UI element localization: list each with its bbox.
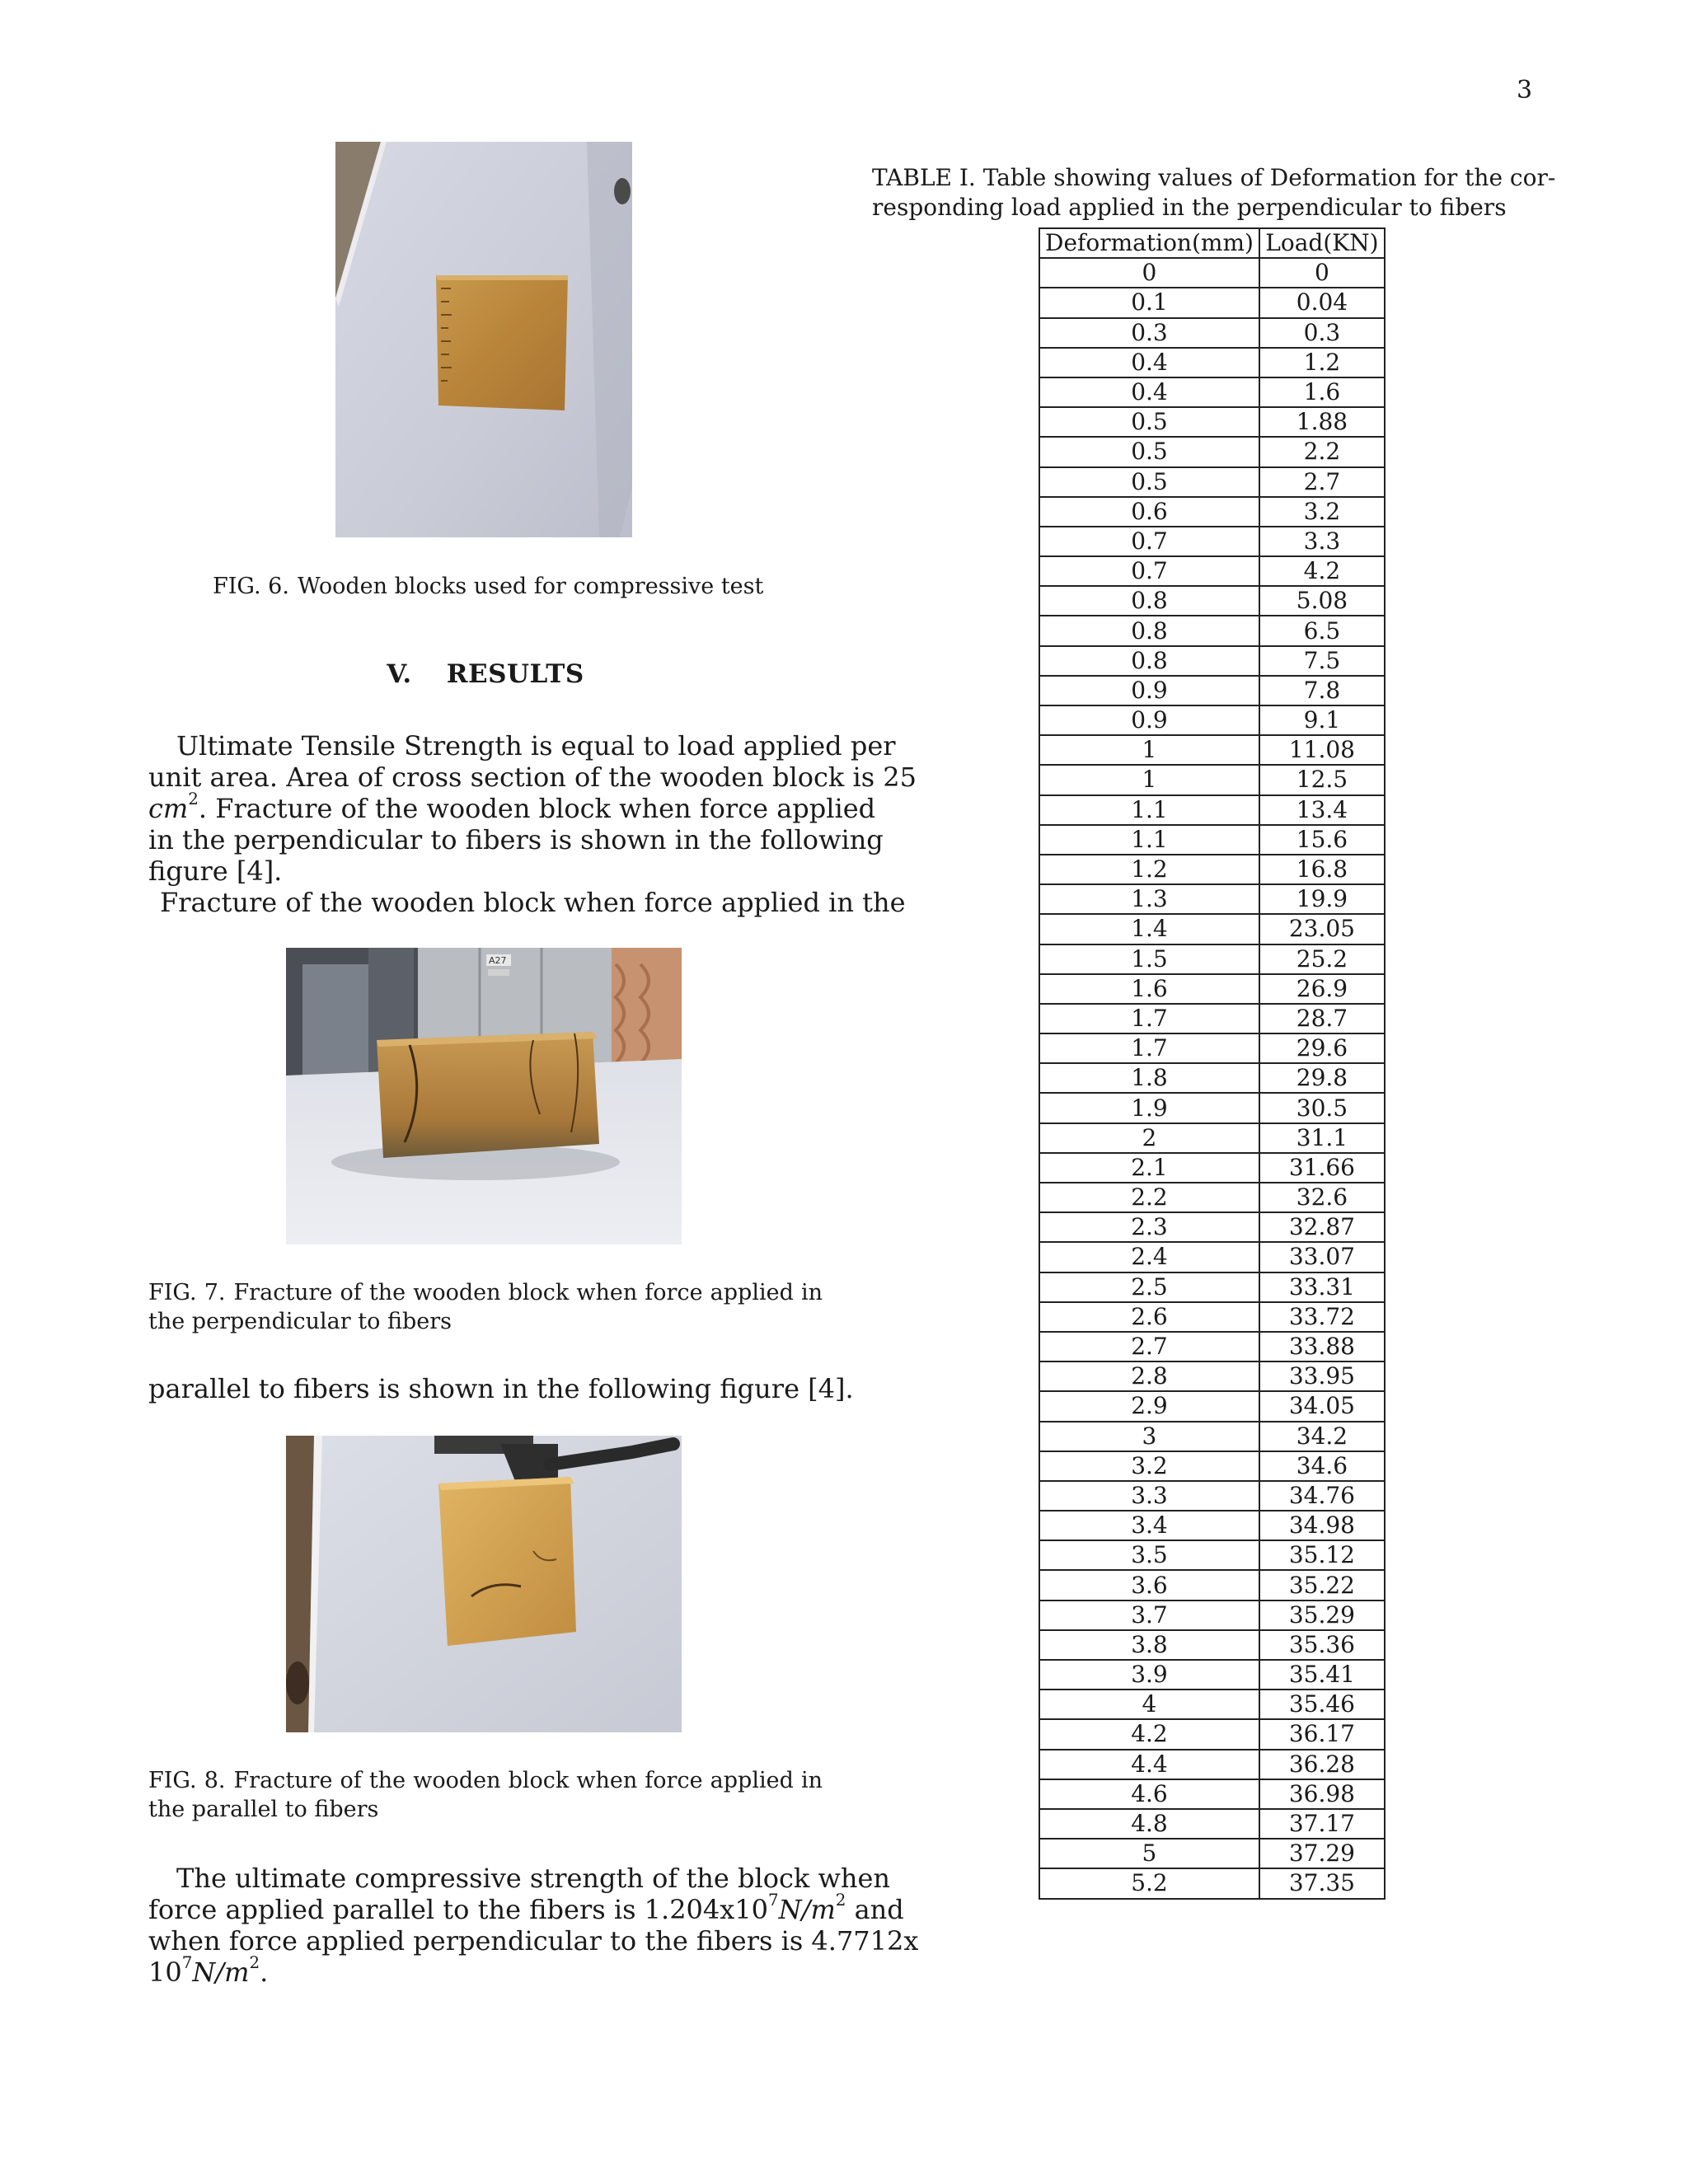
deformation-cell: 4.8 (1039, 1809, 1259, 1839)
column-header-deformation: Deformation(mm) (1039, 228, 1259, 258)
results-paragraph-1 (148, 730, 917, 918)
table-row (1039, 1779, 1385, 1809)
column-header-load: Load(KN) (1259, 228, 1385, 258)
load-cell: 3.2 (1259, 497, 1385, 527)
deformation-cell: 1.7 (1039, 1033, 1259, 1063)
table-header-row (1039, 228, 1385, 258)
deformation-cell: 1.3 (1039, 884, 1259, 914)
figure-8-label: FIG. 8. (148, 1768, 226, 1793)
unit-n-per-m: N/m (778, 1894, 836, 1925)
table-row (1039, 437, 1385, 466)
load-cell: 37.35 (1259, 1868, 1385, 1898)
deformation-cell: 0.9 (1039, 705, 1259, 735)
load-cell: 0.04 (1259, 288, 1385, 317)
load-cell: 26.9 (1259, 974, 1385, 1004)
table-row (1039, 1063, 1385, 1093)
load-cell: 31.1 (1259, 1123, 1385, 1153)
table-row (1039, 795, 1385, 825)
table-row (1039, 1451, 1385, 1481)
load-cell: 28.7 (1259, 1004, 1385, 1033)
table-row (1039, 527, 1385, 556)
load-cell: 16.8 (1259, 855, 1385, 884)
deformation-cell: 0.3 (1039, 318, 1259, 348)
table-row (1039, 1868, 1385, 1898)
deformation-cell: 1.7 (1039, 1004, 1259, 1033)
table-caption-line: responding load applied in the perpendicular to fibers (872, 194, 1507, 221)
table-body (1039, 258, 1385, 1898)
table-row (1039, 944, 1385, 974)
table-row (1039, 467, 1385, 497)
deformation-cell: 0.8 (1039, 586, 1259, 616)
load-cell: 35.41 (1259, 1660, 1385, 1690)
load-cell: 35.29 (1259, 1601, 1385, 1630)
deformation-cell: 1.6 (1039, 974, 1259, 1004)
deformation-cell: 5 (1039, 1839, 1259, 1868)
deformation-cell: 1.8 (1039, 1063, 1259, 1093)
load-cell: 35.12 (1259, 1540, 1385, 1570)
page-number: 3 (1517, 76, 1533, 105)
load-cell: 13.4 (1259, 795, 1385, 825)
figure-8-photo (286, 1436, 682, 1732)
load-cell: 34.98 (1259, 1511, 1385, 1540)
table-row (1039, 1033, 1385, 1063)
load-cell: 36.98 (1259, 1779, 1385, 1809)
load-cell: 0 (1259, 258, 1385, 288)
table-row (1039, 735, 1385, 765)
paragraph-line: when force applied perpendicular to the fibers is 4.7712x (148, 1925, 919, 1957)
unit-n-per-m: N/m (192, 1957, 250, 1988)
paragraph-line: Fracture of the wooden block when force applied in the (160, 887, 906, 918)
deformation-cell: 0.7 (1039, 527, 1259, 556)
table-row (1039, 1719, 1385, 1749)
deformation-cell: 0.5 (1039, 437, 1259, 466)
load-cell: 35.46 (1259, 1690, 1385, 1719)
deformation-cell: 2.5 (1039, 1272, 1259, 1302)
deformation-load-table (1039, 227, 1386, 1900)
load-cell: 25.2 (1259, 944, 1385, 974)
caption-line (148, 1278, 823, 1307)
unit-exponent: 2 (188, 790, 199, 809)
deformation-cell: 5.2 (1039, 1868, 1259, 1898)
deformation-cell: 0.5 (1039, 467, 1259, 497)
load-cell: 34.76 (1259, 1481, 1385, 1511)
deformation-cell: 1.1 (1039, 825, 1259, 855)
table-row (1039, 705, 1385, 735)
unit-cm: cm (148, 793, 189, 824)
table-row (1039, 318, 1385, 348)
caption-text: Fracture of the wooden block when force applied in (233, 1768, 823, 1793)
deformation-cell: 3.5 (1039, 1540, 1259, 1570)
figure-6-caption-text: Wooden blocks used for compressive test (297, 574, 764, 599)
table-caption (872, 163, 1556, 223)
deformation-cell: 1.5 (1039, 944, 1259, 974)
table-row (1039, 1361, 1385, 1391)
paragraph-line: Ultimate Tensile Strength is equal to load applied per (176, 730, 896, 762)
table-row (1039, 1540, 1385, 1570)
load-cell: 4.2 (1259, 556, 1385, 586)
figure-6-caption (213, 572, 763, 601)
deformation-cell: 2.2 (1039, 1183, 1259, 1212)
load-cell: 36.17 (1259, 1719, 1385, 1749)
load-cell: 37.17 (1259, 1809, 1385, 1839)
paragraph-line: The ultimate compressive strength of the block when (176, 1863, 891, 1894)
wooden-block-photo (335, 142, 632, 537)
paragraph-text: . Fracture of the wooden block when force applied (198, 793, 876, 824)
load-cell: 0.3 (1259, 318, 1385, 348)
table-row (1039, 1302, 1385, 1332)
paragraph-line: figure [4]. (148, 855, 283, 887)
load-cell: 29.6 (1259, 1033, 1385, 1063)
load-cell: 36.28 (1259, 1750, 1385, 1779)
deformation-cell: 2.4 (1039, 1242, 1259, 1272)
paragraph-line: parallel to fibers is shown in the following figure [4]. (148, 1373, 854, 1404)
load-cell: 32.6 (1259, 1183, 1385, 1212)
table-row (1039, 556, 1385, 586)
table-row (1039, 1809, 1385, 1839)
load-cell: 33.07 (1259, 1242, 1385, 1272)
deformation-cell: 1 (1039, 765, 1259, 794)
table-row (1039, 377, 1385, 407)
figure-7-photo (286, 948, 682, 1244)
table-row (1039, 1422, 1385, 1451)
paragraph-line: in the perpendicular to fibers is shown in the following (148, 824, 884, 855)
table-row (1039, 1332, 1385, 1361)
deformation-cell: 2.1 (1039, 1153, 1259, 1183)
paragraph-text: force applied parallel to the fibers is 1.204x10 (148, 1894, 769, 1925)
exponent: 2 (249, 1953, 260, 1973)
deformation-cell: 2.9 (1039, 1391, 1259, 1421)
figure-7-label: FIG. 7. (148, 1280, 226, 1305)
paragraph-text: . (260, 1957, 269, 1988)
table-row (1039, 1212, 1385, 1242)
table-row (1039, 1004, 1385, 1033)
load-cell: 11.08 (1259, 735, 1385, 765)
section-heading (148, 659, 823, 689)
deformation-cell: 0.5 (1039, 407, 1259, 437)
load-cell: 1.88 (1259, 407, 1385, 437)
deformation-cell: 1.1 (1039, 795, 1259, 825)
table-row (1039, 348, 1385, 377)
load-cell: 3.3 (1259, 527, 1385, 556)
figure-7-sign: A27 (489, 955, 507, 966)
table-row (1039, 1093, 1385, 1122)
table-row (1039, 646, 1385, 676)
load-cell: 30.5 (1259, 1093, 1385, 1122)
deformation-cell: 0.4 (1039, 348, 1259, 377)
deformation-cell: 4.6 (1039, 1779, 1259, 1809)
caption-text: Fracture of the wooden block when force applied in (233, 1280, 823, 1305)
deformation-cell: 1.2 (1039, 855, 1259, 884)
load-cell: 34.6 (1259, 1451, 1385, 1481)
table-row (1039, 407, 1385, 437)
load-cell: 33.72 (1259, 1302, 1385, 1332)
load-cell: 1.6 (1259, 377, 1385, 407)
load-cell: 19.9 (1259, 884, 1385, 914)
deformation-cell: 0.6 (1039, 497, 1259, 527)
paragraph-line (148, 1891, 904, 1925)
table-row (1039, 1660, 1385, 1690)
load-cell: 33.31 (1259, 1272, 1385, 1302)
table-row (1039, 1242, 1385, 1272)
deformation-cell: 2.8 (1039, 1361, 1259, 1391)
caption-line (148, 1766, 823, 1795)
figure-8-caption (148, 1766, 823, 1824)
deformation-cell: 3.4 (1039, 1511, 1259, 1540)
table-row (1039, 497, 1385, 527)
table-row (1039, 914, 1385, 944)
section-title: RESULTS (446, 659, 584, 689)
deformation-cell: 0.4 (1039, 377, 1259, 407)
figure-7-caption (148, 1278, 823, 1336)
results-paragraph-3 (148, 1863, 919, 1988)
section-number: V. (387, 659, 412, 689)
load-cell: 31.66 (1259, 1153, 1385, 1183)
deformation-cell: 2.7 (1039, 1332, 1259, 1361)
deformation-cell: 2 (1039, 1123, 1259, 1153)
load-cell: 2.2 (1259, 437, 1385, 466)
load-cell: 7.5 (1259, 646, 1385, 676)
figure-6-label: FIG. 6. (213, 574, 289, 599)
paragraph-line (148, 1953, 823, 1988)
load-cell: 5.08 (1259, 586, 1385, 616)
load-cell: 2.7 (1259, 467, 1385, 497)
table-row (1039, 586, 1385, 616)
table-row (1039, 1183, 1385, 1212)
deformation-cell: 0.7 (1039, 556, 1259, 586)
deformation-cell: 3.7 (1039, 1601, 1259, 1630)
load-cell: 35.36 (1259, 1630, 1385, 1660)
paragraph-line: unit area. Area of cross section of the wooden block is 25 (148, 762, 917, 793)
load-cell: 6.5 (1259, 616, 1385, 645)
table-row (1039, 1272, 1385, 1302)
deformation-cell: 4 (1039, 1690, 1259, 1719)
cube-block-photo (286, 1436, 682, 1732)
table-row (1039, 1601, 1385, 1630)
figure-6-photo (335, 142, 632, 537)
caption-line: the parallel to fibers (148, 1797, 379, 1822)
caption-line: the perpendicular to fibers (148, 1309, 452, 1334)
table-row (1039, 616, 1385, 645)
exponent: 7 (181, 1953, 193, 1973)
paragraph-text: 10 (148, 1957, 182, 1988)
deformation-cell: 3.8 (1039, 1630, 1259, 1660)
table-row (1039, 288, 1385, 317)
table-row (1039, 855, 1385, 884)
table-row (1039, 1481, 1385, 1511)
table-caption-line: TABLE I. Table showing values of Deformation for the cor- (872, 164, 1556, 191)
deformation-cell: 1.9 (1039, 1093, 1259, 1122)
load-cell: 37.29 (1259, 1839, 1385, 1868)
table-row (1039, 825, 1385, 855)
load-cell: 15.6 (1259, 825, 1385, 855)
deformation-cell: 3.6 (1039, 1570, 1259, 1600)
deformation-cell: 1.4 (1039, 914, 1259, 944)
table-row (1039, 1750, 1385, 1779)
load-cell: 35.22 (1259, 1570, 1385, 1600)
deformation-cell: 3.3 (1039, 1481, 1259, 1511)
deformation-cell: 3.2 (1039, 1451, 1259, 1481)
load-cell: 32.87 (1259, 1212, 1385, 1242)
deformation-cell: 1 (1039, 735, 1259, 765)
table-row (1039, 1153, 1385, 1183)
table-row (1039, 1690, 1385, 1719)
load-cell: 9.1 (1259, 705, 1385, 735)
exponent: 7 (768, 1891, 779, 1910)
load-cell: 33.88 (1259, 1332, 1385, 1361)
deformation-cell: 4.2 (1039, 1719, 1259, 1749)
deformation-cell: 0.9 (1039, 676, 1259, 705)
deformation-cell: 0 (1039, 258, 1259, 288)
table-row (1039, 258, 1385, 288)
table-row (1039, 884, 1385, 914)
load-cell: 1.2 (1259, 348, 1385, 377)
table-row (1039, 1123, 1385, 1153)
deformation-cell: 4.4 (1039, 1750, 1259, 1779)
table-row (1039, 1570, 1385, 1600)
deformation-cell: 3 (1039, 1422, 1259, 1451)
load-cell: 34.2 (1259, 1422, 1385, 1451)
table-row (1039, 765, 1385, 794)
deformation-cell: 2.3 (1039, 1212, 1259, 1242)
results-paragraph-2 (148, 1373, 854, 1404)
table-row (1039, 1630, 1385, 1660)
paragraph-line (148, 790, 876, 824)
deformation-cell: 0.8 (1039, 646, 1259, 676)
deformation-cell: 0.1 (1039, 288, 1259, 317)
fractured-block-photo (286, 948, 682, 1244)
deformation-cell: 0.8 (1039, 616, 1259, 645)
table-row (1039, 1391, 1385, 1421)
exponent: 2 (835, 1891, 846, 1910)
table-row (1039, 1839, 1385, 1868)
load-cell: 7.8 (1259, 676, 1385, 705)
deformation-cell: 2.6 (1039, 1302, 1259, 1332)
table-row (1039, 676, 1385, 705)
load-cell: 12.5 (1259, 765, 1385, 794)
table-row (1039, 1511, 1385, 1540)
table-row (1039, 974, 1385, 1004)
deformation-cell: 3.9 (1039, 1660, 1259, 1690)
load-cell: 34.05 (1259, 1391, 1385, 1421)
paragraph-text: and (846, 1894, 904, 1925)
load-cell: 33.95 (1259, 1361, 1385, 1391)
load-cell: 29.8 (1259, 1063, 1385, 1093)
load-cell: 23.05 (1259, 914, 1385, 944)
